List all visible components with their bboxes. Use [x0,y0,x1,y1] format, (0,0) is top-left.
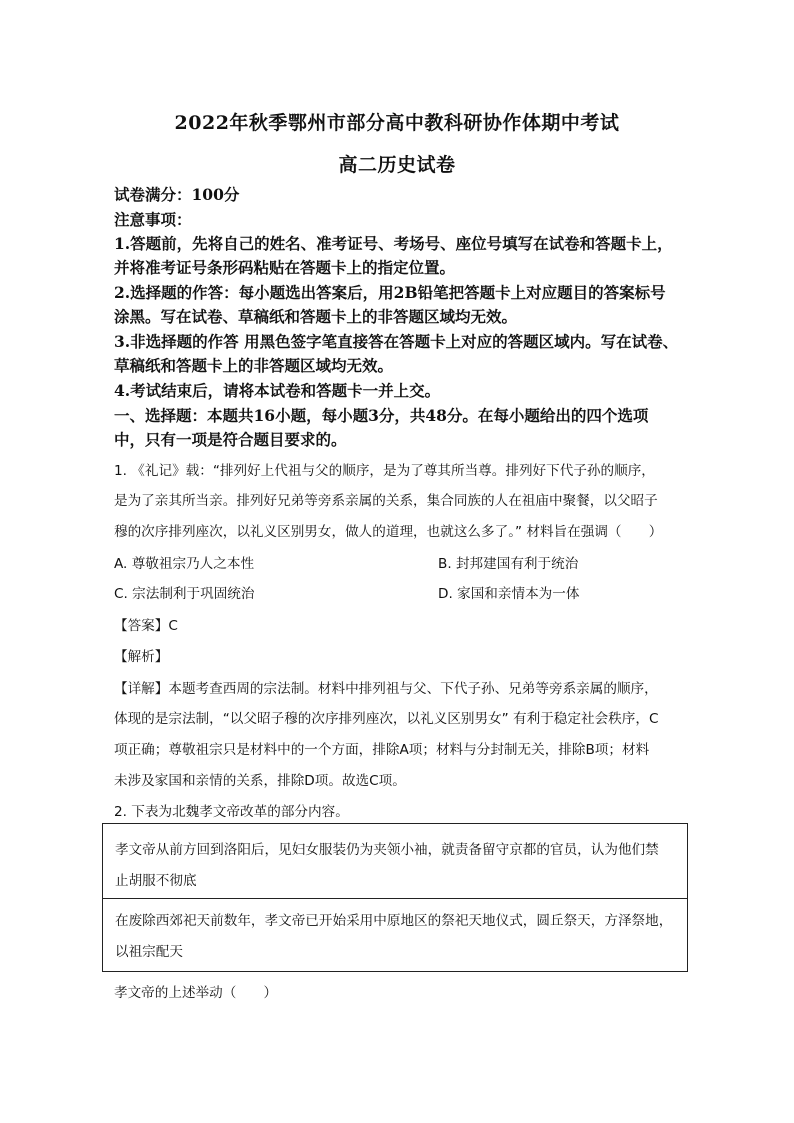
notice-item-4: 4.考试结束后，请将本试卷和答题卡一并上交。 [114,381,441,400]
q1-stem-line-1: 1. 《礼记》载：“排列好上代祖与父的顺序，是为了尊其所当尊。排列好下代子孙的顺序， [114,463,655,479]
q2-table-row-2-line-1: 在废除西郊祀天前数年，孝文帝已开始采用中原地区的祭祀天地仪式，圆丘祭天，方泽祭地， [115,913,673,929]
section-heading-line-2: 中，只有一项是符合题目要求的。 [114,430,347,449]
q1-option-b: B. 封邦建国有利于统治 [438,556,579,572]
q2-table-row-1-line-1: 孝文帝从前方回到洛阳后，见妇女服装仍为夹领小袖，就责备留守京都的官员，认为他们禁 [115,842,659,858]
notice-item-1-line-2: 并将准考证号条形码粘贴在答题卡上的指定位置。 [114,258,456,277]
q2-table [102,823,688,972]
q2-stem: 2. 下表为北魏孝文帝改革的部分内容。 [114,804,349,820]
q1-answer: 【答案】C [114,618,178,634]
q1-detail-line-1: 【详解】本题考查西周的宗法制。材料中排列祖与父、下代子孙、兄弟等旁系亲属的顺序， [114,681,658,697]
exam-subtitle: 高二历史试卷 [338,154,456,176]
notice-item-3-line-1: 3.非选择题的作答 用黑色签字笔直接答在答题卡上对应的答题区域内。写在试卷、 [114,332,679,351]
q1-detail-line-2: 体现的是宗法制，“以父昭子穆的次序排列座次，以礼义区别男女” 有利于稳定社会秩序，C [114,711,659,727]
full-score: 试卷满分：100分 [114,185,240,204]
q1-detail-line-3: 项正确；尊敬祖宗只是材料中的一个方面，排除A项；材料与分封制无关，排除B项；材料 [114,742,650,758]
q1-option-d: D. 家国和亲情本为一体 [438,586,580,602]
exam-title: 2022年秋季鄂州市部分高中教科研协作体期中考试 [174,112,620,134]
q2-table-row-1 [103,824,687,899]
q2-table-row-1-line-2: 止胡服不彻底 [115,873,197,889]
notice-item-3-line-2: 草稿纸和答题卡上的非答题区域均无效。 [114,356,394,375]
q1-stem-line-3: 穆的次序排列座次，以礼义区别男女，做人的道理，也就这么多了。” 材料旨在强调（ ） [114,524,663,540]
q2-table-row-2-line-2: 以祖宗配天 [115,944,183,960]
notice-heading: 注意事项： [114,210,192,229]
q1-analysis-heading: 【解析】 [114,649,169,665]
q1-option-a: A. 尊敬祖宗乃人之本性 [114,556,255,572]
notice-item-2-line-2: 涂黑。写在试卷、草稿纸和答题卡上的非答题区域均无效。 [114,307,518,326]
section-heading-line-1: 一、选择题：本题共16小题，每小题3分，共48分。在每小题给出的四个选项 [114,406,649,425]
q2-table-row-2 [103,899,687,971]
notice-item-2-line-1: 2.选择题的作答：每小题选出答案后，用2B铅笔把答题卡上对应题目的答案标号 [114,283,666,302]
q1-stem-line-2: 是为了亲其所当亲。排列好兄弟等旁系亲属的关系，集合同族的人在祖庙中聚餐，以父昭子 [114,493,658,509]
q1-option-c: C. 宗法制利于巩固统治 [114,586,255,602]
q2-question: 孝文帝的上述举动（ ） [114,985,278,1001]
q1-detail-line-4: 未涉及家国和亲情的关系，排除D项。故选C项。 [114,773,406,789]
notice-item-1-line-1: 1.答题前，先将自己的姓名、准考证号、考场号、座位号填写在试卷和答题卡上， [114,234,673,253]
